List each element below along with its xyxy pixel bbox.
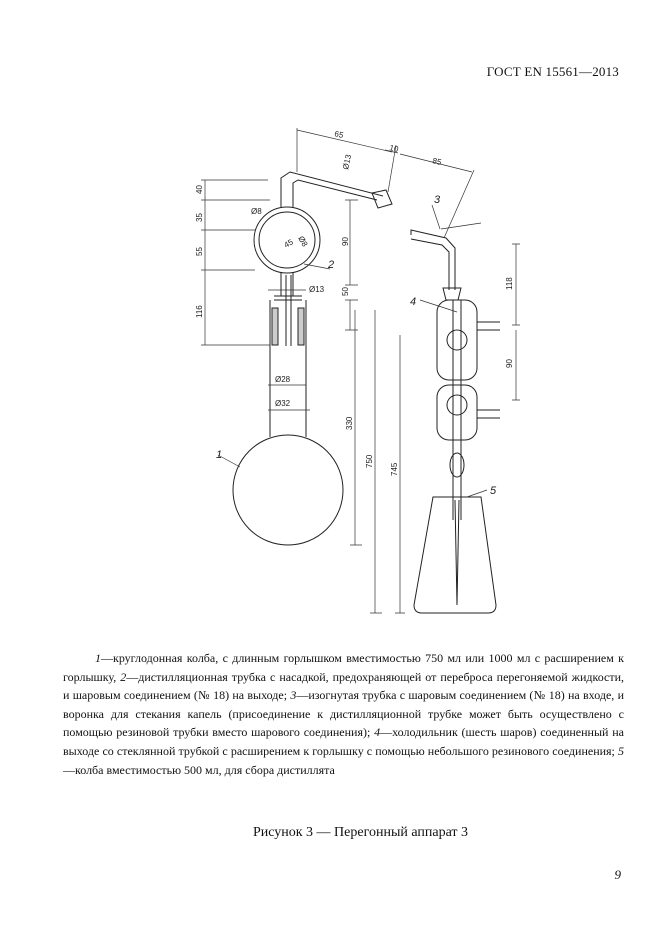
dim-90-left: 90 [341,237,350,246]
part-label-4: 4 [410,296,417,308]
dim-10: 10 [388,143,400,154]
collection-flask [414,497,496,613]
standard-header: ГОСТ EN 15561—2013 [486,64,619,79]
legend-number-5: 5 [618,743,624,758]
dim-65: 65 [333,129,345,140]
part-label-3: 3 [434,194,441,206]
dim-40: 40 [195,185,204,194]
part-label-1: 1 [216,449,223,461]
dim-dia13-top: Ø13 [341,153,354,171]
legend-number-2: 2 [120,669,127,684]
legend-number-4: 4 [374,725,381,740]
dim-745: 745 [390,462,399,476]
dim-dia28: Ø28 [275,375,291,384]
part-label-5: 5 [490,485,497,497]
apparatus-drawing [0,100,661,630]
legend-text-1: —круглодонная колба, с длинным горлышком вместимостью 750 мл или 1000 мл с расширением к горлышку, [63,651,624,684]
legend-text-5: —колба вместимостью 500 мл, для сбора дистиллята [63,762,335,777]
legend-text-2: —дистилляционная трубка с насадкой, предохраняющей от переброса перегоняемой жидкости, и шаровым соединением (№ 18) на выходе; [63,669,624,703]
dim-dia8-ring: Ø8 [296,234,310,249]
dim-90-right: 90 [505,359,514,368]
legend-number-1: 1 [95,651,101,665]
dim-85: 85 [431,156,443,167]
figure-caption: Рисунок 3 — Перегонный аппарат 3 [252,825,469,840]
part-label-2: 2 [328,259,335,271]
dim-50: 50 [341,287,350,296]
dim-35: 35 [195,213,204,222]
dim-330: 330 [345,416,354,430]
legend-number-3: 3 [290,688,297,703]
bent-tube [411,230,461,300]
legend-text-4: —холодильник (шесть шаров) соединенный на выходе со стеклянной трубкой с расширением к горлышку с помощью небольшого резинового соединения; [63,725,624,758]
dim-118: 118 [505,277,514,290]
dim-55: 55 [195,247,204,256]
dim-dia8: Ø8 [251,207,262,216]
dim-750: 750 [365,454,374,468]
figure-legend [63,649,624,779]
round-bottom-flask [233,296,343,545]
dim-45: 45 [282,237,295,250]
dim-dia13-neck: Ø13 [309,285,325,294]
page-number: 9 [614,867,621,882]
dim-116: 116 [195,305,204,318]
legend-text-3: —изогнутая трубка с шаровым соединением (№ 18) на входе, и воронка для стекания капель (присоединение к дистилляционной трубке может быть осуществлено с помощью резиновой трубки вместо шарового соединения); [63,688,624,740]
dim-dia32: Ø32 [275,399,291,408]
